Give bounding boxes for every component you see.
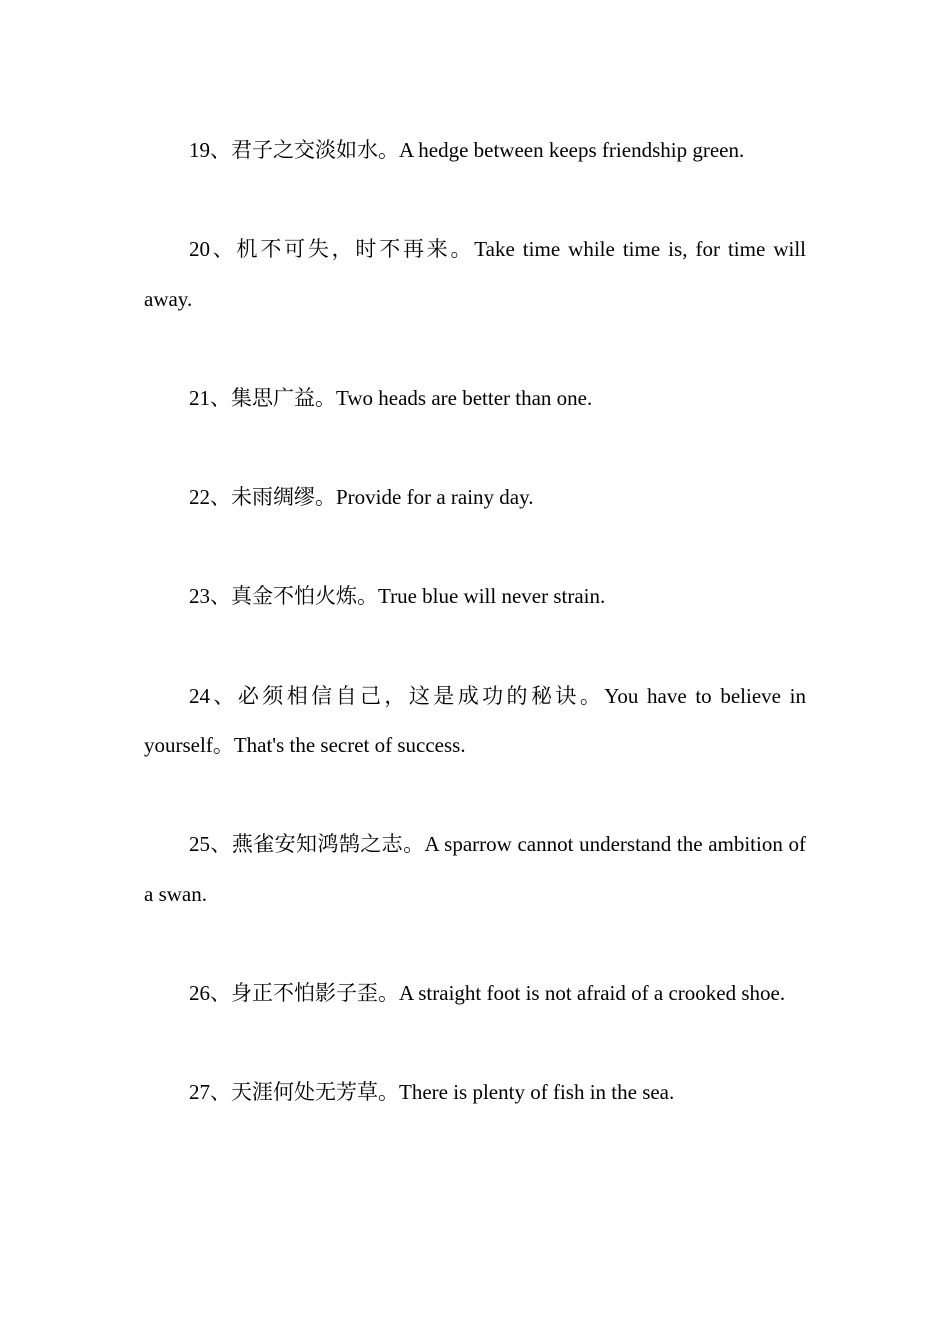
proverb-list [144, 126, 806, 1167]
proverb-22: 22、未雨绸缪。Provide for a rainy day. [189, 485, 534, 510]
proverb-26: 26、身正不怕影子歪。A straight foot is not afraid of a crooked shoe. [189, 981, 786, 1006]
proverb-21: 21、集思广益。Two heads are better than one. [189, 385, 593, 410]
proverb-27: 27、天涯何处无芳草。There is plenty of fish in the sea. [189, 1080, 675, 1105]
proverb-20: 20、机不可失，时不再来。Take time while time is, for time will away. [144, 237, 806, 311]
proverb-25: 25、燕雀安知鸿鹄之志。A sparrow cannot understand the ambition of a swan. [144, 832, 806, 906]
proverb-23: 23、真金不怕火炼。True blue will never strain. [189, 584, 606, 609]
proverb-24: 24、必须相信自己，这是成功的秘诀。You have to believe in yourself。That's the secret of success. [144, 683, 806, 758]
proverb-19: 19、君子之交淡如水。A hedge between keeps friendship green. [189, 138, 745, 162]
